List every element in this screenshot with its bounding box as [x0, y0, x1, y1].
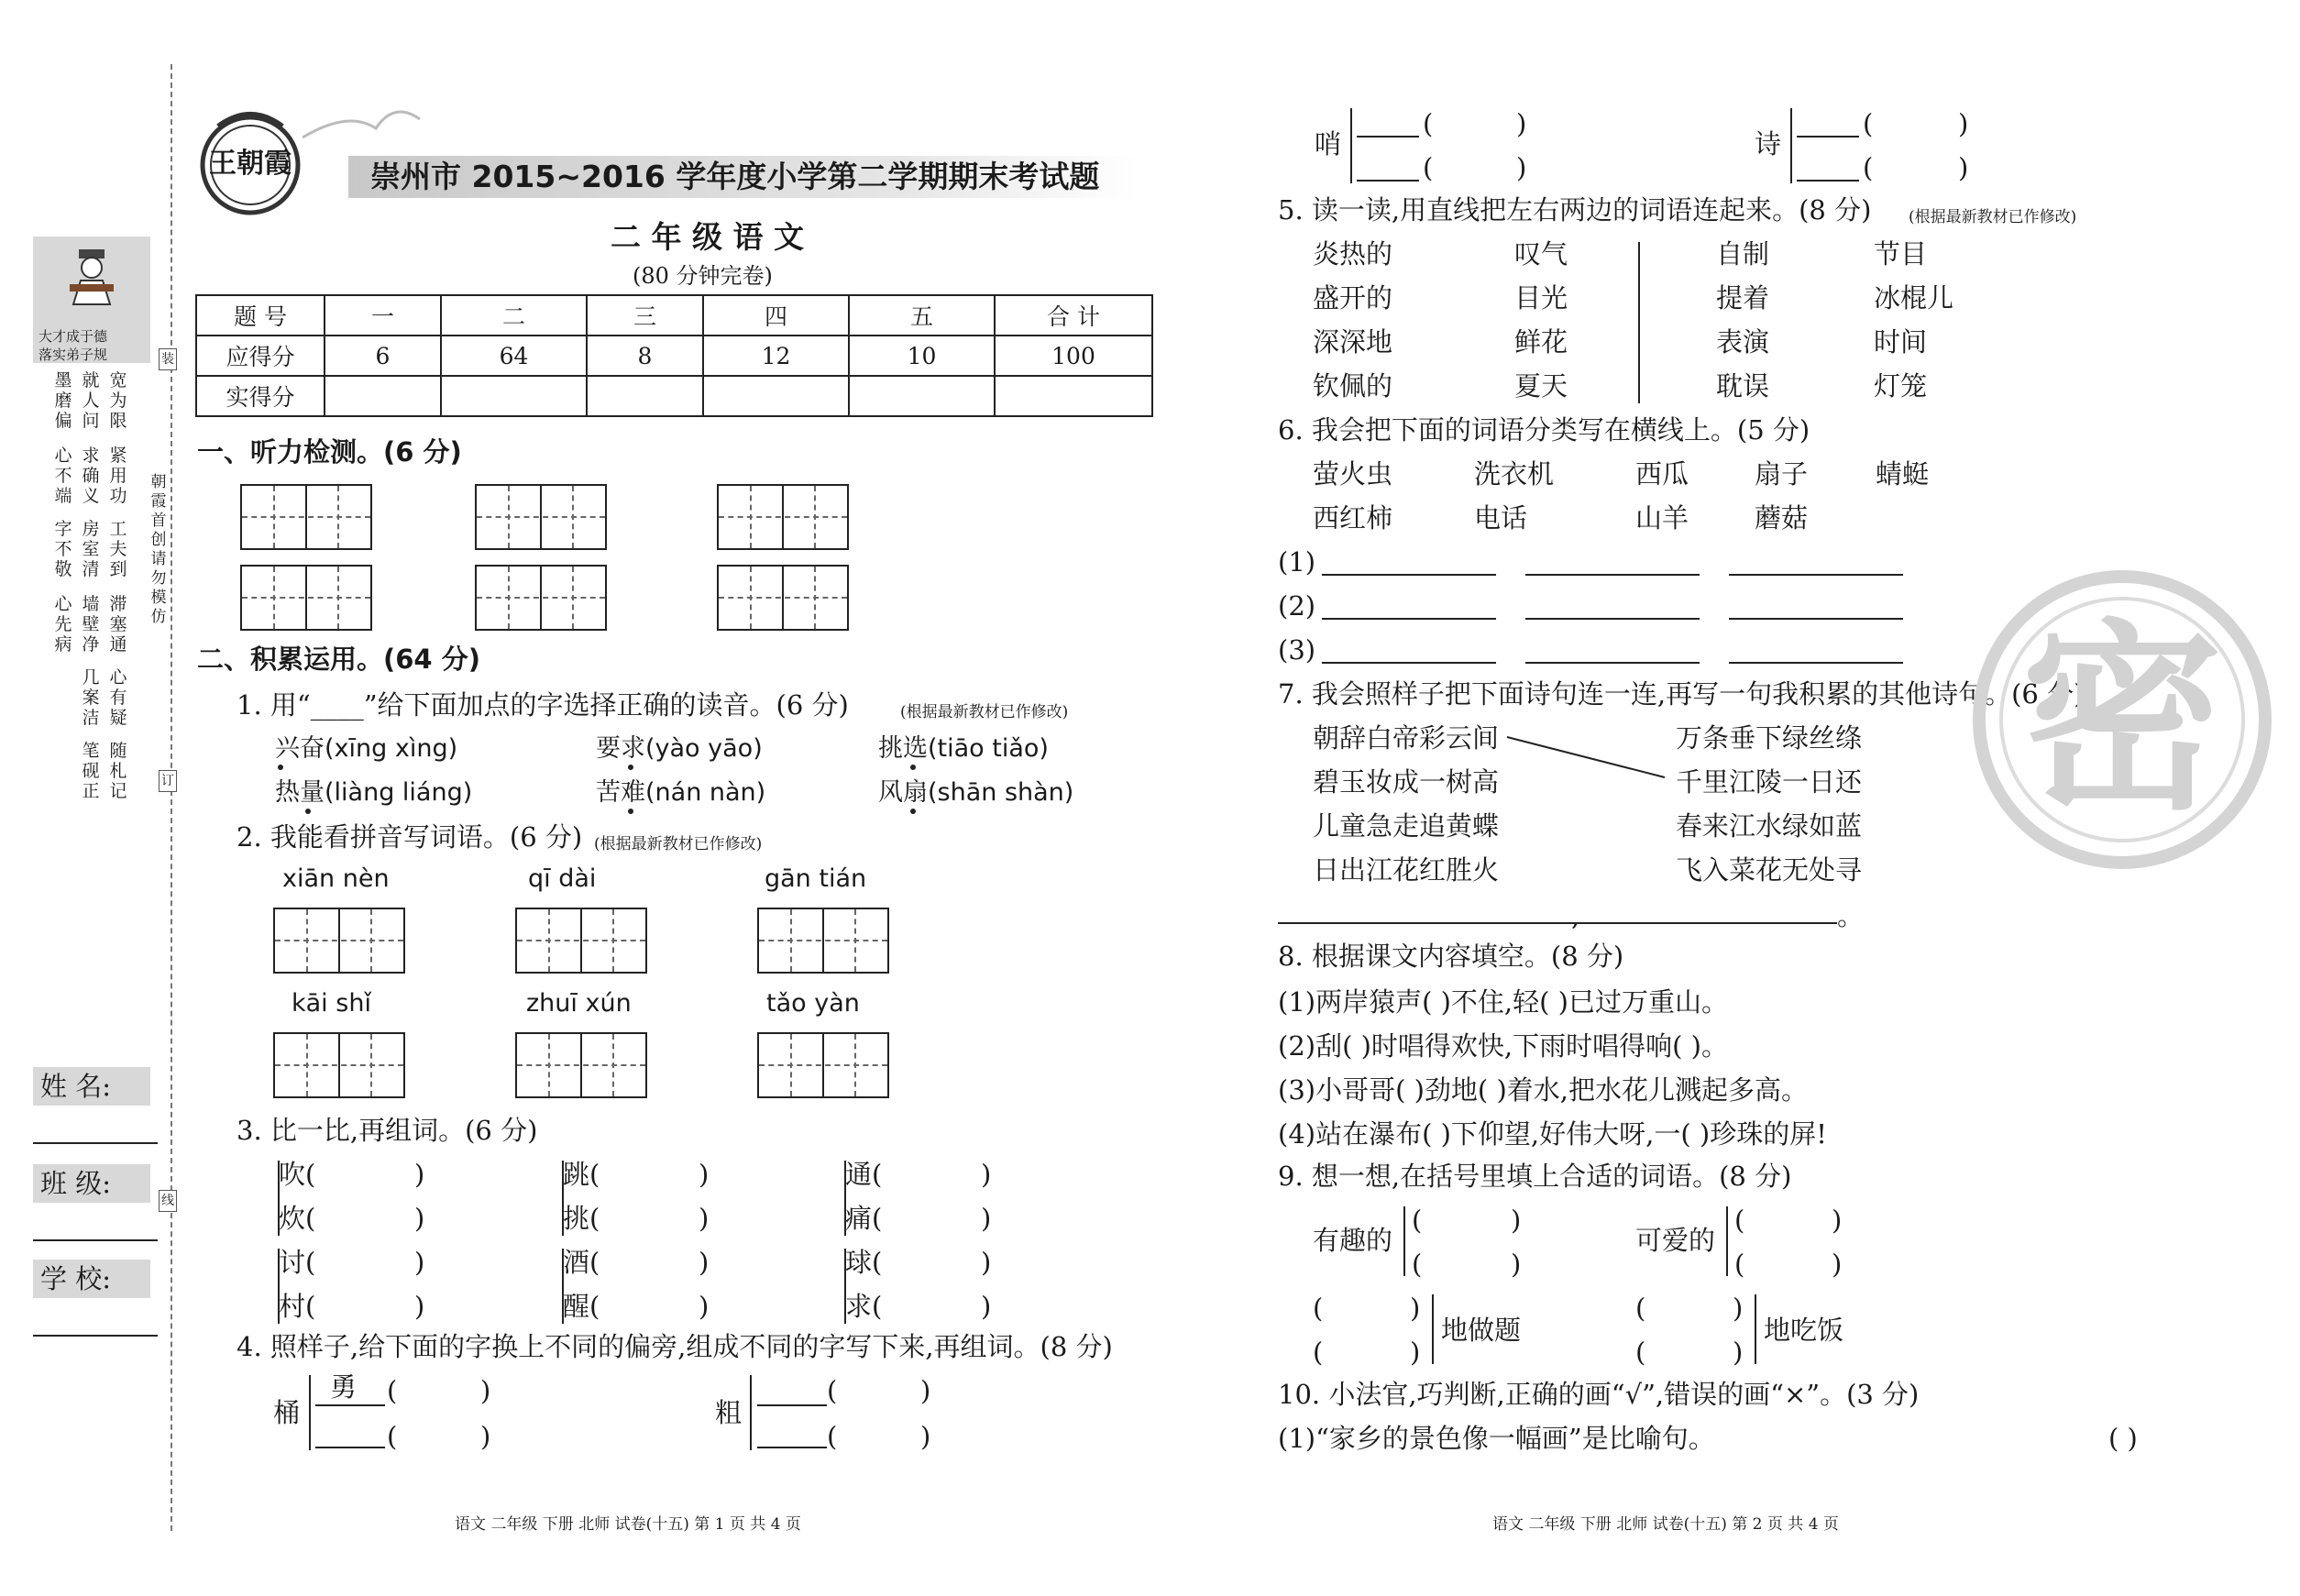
q7-answer-blank[interactable] [1571, 922, 1837, 924]
motto-col2-a: 就人问 [82, 370, 100, 431]
paren-close: ) [981, 1291, 992, 1322]
paren-close: ) [480, 1375, 491, 1406]
emphasis-dot [305, 809, 311, 814]
q4-blank[interactable] [1797, 136, 1859, 138]
exam-duration: (80 分钟完卷) [633, 263, 773, 289]
paren-open: ( [1635, 1293, 1646, 1324]
q6-title: 6. 我会把下面的词语分类写在横线上。(5 分) [1278, 414, 1810, 446]
pinyin-writing-box[interactable] [757, 1032, 889, 1098]
q7-comma: , [1571, 900, 1580, 931]
q1-title: 1. 用“____”给下面加点的字选择正确的读音。(6 分) [237, 689, 849, 721]
q5-word[interactable]: 表演 [1716, 326, 1770, 358]
emphasis-dot [910, 765, 916, 770]
q4-blank[interactable] [1797, 180, 1859, 182]
paren-close: ) [1832, 1249, 1843, 1280]
paren-open: ( [1412, 1249, 1423, 1280]
q9-item-lovely: 可爱的 [1635, 1225, 1716, 1256]
table-row [196, 336, 1152, 376]
q2-pinyin: gān tián [765, 864, 867, 893]
paren-close: ) [1958, 152, 1969, 183]
paren-close: ) [1958, 108, 1969, 139]
q4-char-bucket: 桶 [273, 1397, 301, 1428]
paren-open: ( [1863, 152, 1874, 183]
q3-char[interactable]: 讨( [279, 1247, 316, 1278]
table-cell: 三 [587, 295, 703, 336]
grid-guide [242, 597, 370, 599]
q6-answer-blank[interactable] [1729, 662, 1903, 664]
table-cell: 二 [441, 295, 587, 336]
bracket [278, 1161, 280, 1236]
paren-open: ( [827, 1375, 838, 1406]
q5-word[interactable]: 冰棍儿 [1874, 282, 1954, 314]
q1-item[interactable]: 要求(yào yāo) [596, 734, 763, 763]
score-input-cell[interactable] [587, 376, 703, 416]
table-cell: 100 [995, 336, 1152, 376]
q1-item[interactable]: 兴奋(xīng xìng) [275, 734, 458, 763]
q6-answer-blank[interactable] [1729, 618, 1903, 620]
q7-poem-right[interactable]: 万条垂下绿丝绦 [1676, 722, 1863, 754]
paren-open: ( [827, 1421, 838, 1452]
score-table [195, 294, 1153, 417]
paren-close: ) [1511, 1205, 1522, 1236]
q6-label: (3) [1278, 634, 1316, 666]
emphasis-dot [910, 809, 916, 814]
q6-word: 蜻蜓 [1876, 458, 1930, 490]
q3-char[interactable]: 醒( [563, 1291, 600, 1322]
binding-line [171, 64, 172, 1531]
q5-word[interactable]: 时间 [1874, 326, 1928, 358]
q7-poem-left[interactable]: 碧玉妆成一树高 [1313, 766, 1500, 798]
motto-col3-c: 工夫到 [109, 519, 127, 579]
motto-col3-e: 心有疑 [109, 667, 127, 728]
table-row [196, 295, 1152, 336]
q6-word: 扇子 [1755, 458, 1809, 490]
q6-word: 西瓜 [1635, 458, 1689, 490]
q5-note: (根据最新教材已作修改) [1909, 208, 2077, 226]
table-row [196, 376, 1152, 416]
bracket [1726, 1206, 1728, 1276]
q3-char[interactable]: 炊( [279, 1203, 316, 1234]
q5-word[interactable]: 叹气 [1514, 238, 1568, 270]
q6-answer-blank[interactable] [1322, 618, 1496, 620]
q8-line[interactable]: (4)站在瀑布( )下仰望,好伟大呀,一( )珍珠的屏! [1278, 1118, 1827, 1150]
q5-word[interactable]: 鲜花 [1514, 326, 1568, 358]
q3-char[interactable]: 通( [845, 1159, 883, 1190]
motto-col1-a: 墨磨偏 [54, 370, 72, 431]
grid-guide [719, 597, 847, 599]
logo-text: 王朝霞 [209, 148, 292, 180]
subject-title: 二 年 级 语 文 [611, 219, 804, 255]
motto-col1-b: 心不端 [54, 446, 72, 506]
q7-poem-left[interactable]: 儿童急走追黄蝶 [1313, 810, 1500, 842]
name-label: 姓 名: [40, 1071, 111, 1102]
paren-close: ) [1733, 1293, 1744, 1324]
q6-label: (1) [1278, 546, 1316, 578]
bracket [844, 1161, 846, 1236]
q3-char[interactable]: 挑( [563, 1203, 600, 1234]
paren-close: ) [414, 1247, 425, 1278]
bracket [1790, 108, 1792, 183]
grid-guide [275, 1064, 403, 1066]
q5-word[interactable]: 灯笼 [1874, 370, 1928, 402]
q6-answer-blank[interactable] [1525, 662, 1700, 664]
listening-writing-box[interactable] [717, 565, 849, 631]
paren-close: ) [414, 1291, 425, 1322]
q4-char-coarse: 粗 [715, 1397, 743, 1428]
q3-char[interactable]: 球( [845, 1247, 883, 1278]
grid-guide [517, 940, 645, 941]
paren-close: ) [1832, 1205, 1843, 1236]
grid-guide [477, 597, 605, 599]
q2-title: 2. 我能看拼音写词语。(6 分) [237, 821, 583, 853]
bracket [278, 1249, 280, 1324]
listening-writing-box[interactable] [475, 484, 607, 550]
motto-col2-b: 求确义 [82, 446, 100, 506]
score-input-cell[interactable] [325, 376, 441, 416]
paren-close: ) [480, 1421, 491, 1452]
q2-pinyin: zhuī xún [526, 989, 632, 1018]
q3-char[interactable]: 跳( [563, 1159, 600, 1190]
paren-close: ) [414, 1159, 425, 1190]
paren-close: ) [699, 1247, 710, 1278]
pinyin-writing-box[interactable] [273, 908, 405, 974]
table-cell: 实得分 [196, 376, 325, 416]
bracket [309, 1375, 311, 1450]
school-label: 学 校: [40, 1263, 111, 1294]
bracket [1403, 1206, 1405, 1276]
motto-col3-f: 随札记 [109, 741, 127, 801]
q4-blank[interactable] [1357, 136, 1419, 138]
q5-word[interactable]: 耽误 [1716, 370, 1770, 402]
table-cell: 题 号 [196, 295, 325, 336]
q1-item[interactable]: 风扇(shān shàn) [878, 778, 1074, 807]
q4-char-whistle: 哨 [1315, 128, 1342, 160]
grid-guide [759, 1064, 887, 1066]
exam-title: 崇州市 2015~2016 学年度小学第二学期期末考试题 [370, 159, 1100, 194]
emphasis-dot [278, 765, 283, 770]
paren-close: ) [920, 1421, 931, 1452]
q4-char-poem: 诗 [1755, 128, 1782, 160]
paren-close: ) [1410, 1337, 1421, 1368]
margin-note: 朝霞首创 请勿模仿 [150, 473, 167, 626]
table-cell: 8 [587, 336, 703, 376]
listening-writing-box[interactable] [475, 565, 607, 631]
motto-line-2: 落实弟子规 [39, 347, 108, 363]
grid-guide [517, 1064, 645, 1066]
bracket [562, 1161, 564, 1236]
q3-char[interactable]: 村( [279, 1291, 316, 1322]
section2-title: 二、积累运用。(64 分) [197, 644, 480, 675]
class-label: 班 级: [40, 1168, 111, 1199]
q6-label: (2) [1278, 590, 1316, 622]
table-cell: 10 [849, 336, 995, 376]
motto-col2-f: 笔砚正 [82, 741, 100, 801]
q7-title: 7. 我会照样子把下面诗句连一连,再写一句我积累的其他诗句。(6 分) [1278, 678, 2085, 710]
paren-close: ) [1511, 1249, 1522, 1280]
paren-open: ( [387, 1375, 398, 1406]
q7-poem-right[interactable]: 春来江水绿如蓝 [1676, 810, 1863, 842]
q9-title: 9. 想一想,在括号里填上合适的词语。(8 分) [1278, 1161, 1792, 1192]
motto-col3-a: 宽为限 [109, 370, 127, 431]
q5-word[interactable]: 深深地 [1313, 326, 1393, 358]
seal-mark-1: 装 [159, 348, 177, 370]
q6-answer-blank[interactable] [1322, 662, 1496, 664]
q7-period: 。 [1837, 900, 1865, 931]
q4-title: 4. 照样子,给下面的字换上不同的偏旁,组成不同的字写下来,再组词。(8 分) [237, 1331, 1113, 1362]
q6-word: 电话 [1474, 502, 1528, 534]
pinyin-writing-box[interactable] [757, 908, 889, 974]
table-cell: 合 计 [995, 295, 1152, 336]
q4-blank[interactable] [757, 1404, 827, 1406]
q1-item[interactable]: 热量(liàng liáng) [275, 778, 473, 807]
q4-blank[interactable] [757, 1447, 827, 1448]
q10-answer-box[interactable]: ( ) [2108, 1423, 2138, 1454]
paren-close: ) [1733, 1337, 1744, 1368]
q7-answer-blank[interactable] [1278, 922, 1571, 924]
table-cell: 6 [325, 336, 441, 376]
emphasis-dot [628, 765, 633, 770]
name-field[interactable] [33, 1142, 158, 1144]
table-cell: 四 [703, 295, 849, 336]
q2-note: (根据最新教材已作修改) [594, 835, 763, 853]
q3-title: 3. 比一比,再组词。(6 分) [237, 1115, 538, 1146]
q5-word[interactable]: 提着 [1716, 282, 1770, 314]
paren-open: ( [1423, 108, 1434, 139]
seal-mark-2: 订 [159, 770, 177, 792]
motto-col1-c: 字不敬 [54, 519, 72, 579]
q9-item-homework: 地做题 [1441, 1315, 1522, 1346]
pinyin-writing-box[interactable] [273, 1032, 405, 1098]
listening-writing-box[interactable] [240, 565, 372, 631]
q1-item[interactable]: 挑选(tiāo tiǎo) [878, 734, 1049, 763]
paren-open: ( [1863, 108, 1874, 139]
school-field[interactable] [33, 1335, 158, 1337]
paren-open: ( [387, 1421, 398, 1452]
grid-guide [719, 516, 847, 518]
pinyin-writing-box[interactable] [515, 1032, 647, 1098]
grid-guide [275, 940, 403, 941]
q6-answer-blank[interactable] [1729, 574, 1903, 576]
grid-guide [242, 516, 370, 518]
paren-close: ) [699, 1291, 710, 1322]
q6-word: 蘑菇 [1755, 502, 1809, 534]
q3-char[interactable]: 吹( [279, 1159, 316, 1190]
paren-open: ( [1734, 1249, 1745, 1280]
motto-col3-b: 紧用功 [109, 446, 127, 506]
q2-pinyin: qī dài [528, 864, 597, 893]
q3-char[interactable]: 求( [845, 1291, 883, 1322]
footer-left: 语文 二年级 下册 北师 试卷(十五) 第 1 页 共 4 页 [455, 1515, 801, 1534]
q6-word: 山羊 [1635, 502, 1689, 534]
table-cell: 五 [849, 295, 995, 336]
q2-pinyin: xiān nèn [282, 864, 390, 893]
bracket [1755, 1294, 1756, 1364]
paren-close: ) [414, 1203, 425, 1234]
q4-blank[interactable] [1357, 180, 1419, 182]
bracket [750, 1375, 752, 1450]
table-cell: 64 [441, 336, 587, 376]
listening-writing-box[interactable] [717, 484, 849, 550]
motto-col3-d: 滞塞通 [109, 594, 127, 655]
table-cell: 应得分 [196, 336, 325, 376]
q2-pinyin: tǎo yàn [766, 989, 860, 1018]
seal-mark-3: 线 [159, 1190, 177, 1212]
q1-item[interactable]: 苦难(nán nàn) [596, 778, 766, 807]
motto-col1-d: 心先病 [54, 594, 72, 655]
q6-word: 萤火虫 [1313, 458, 1393, 490]
emphasis-dot [628, 809, 633, 814]
bracket [844, 1249, 846, 1324]
q7-example-connector [1503, 730, 1668, 785]
q6-word: 西红柿 [1313, 502, 1393, 534]
paren-close: ) [981, 1203, 992, 1234]
bracket [562, 1249, 564, 1324]
paren-close: ) [699, 1203, 710, 1234]
q6-answer-blank[interactable] [1525, 574, 1700, 576]
motto-col2-c: 房室清 [82, 519, 100, 579]
q4-example-char: 勇 [330, 1371, 358, 1403]
paren-close: ) [981, 1159, 992, 1190]
q10-title: 10. 小法官,巧判断,正确的画“√”,错误的画“×”。(3 分) [1278, 1379, 1920, 1410]
q5-word[interactable]: 夏天 [1514, 370, 1568, 402]
q8-line[interactable]: (2)刮( )时唱得欢快,下雨时唱得响( )。 [1278, 1030, 1728, 1062]
motto-col2-e: 几案洁 [82, 667, 100, 728]
q8-line[interactable]: (3)小哥哥( )劲地( )着水,把水花儿溅起多高。 [1278, 1074, 1808, 1106]
footer-right: 语文 二年级 下册 北师 试卷(十五) 第 2 页 共 4 页 [1492, 1515, 1839, 1534]
scholar-icon [64, 248, 119, 308]
q5-word[interactable]: 节目 [1874, 238, 1928, 270]
ribbon-decoration [303, 101, 422, 156]
grid-guide [759, 940, 887, 941]
paren-open: ( [1412, 1205, 1423, 1236]
paren-open: ( [1635, 1337, 1646, 1368]
table-cell: 一 [325, 295, 441, 336]
paren-close: ) [1516, 152, 1527, 183]
paren-close: ) [699, 1159, 710, 1190]
bracket [1350, 108, 1352, 183]
paren-open: ( [1423, 152, 1434, 183]
q5-word[interactable]: 炎热的 [1313, 238, 1393, 270]
q4-blank[interactable] [315, 1447, 385, 1448]
section1-title: 一、听力检测。(6 分) [197, 436, 462, 468]
q2-pinyin: kāi shǐ [292, 989, 371, 1018]
score-input-cell[interactable] [441, 376, 587, 416]
paren-close: ) [920, 1375, 931, 1406]
q8-line[interactable]: (1)两岸猿声( )不住,轻( )已过万重山。 [1278, 986, 1728, 1018]
q6-word: 洗衣机 [1474, 458, 1555, 490]
paren-open: ( [1313, 1293, 1324, 1324]
score-input-cell[interactable] [995, 376, 1152, 416]
q9-item-eating: 地吃饭 [1764, 1315, 1844, 1346]
q8-title: 8. 根据课文内容填空。(8 分) [1278, 941, 1624, 972]
class-field[interactable] [33, 1239, 158, 1241]
q7-poem-right[interactable]: 飞入菜花无处寻 [1676, 854, 1863, 886]
q7-poem-left[interactable]: 朝辞白帝彩云间 [1313, 722, 1500, 754]
q5-word[interactable]: 目光 [1514, 282, 1568, 314]
q6-answer-blank[interactable] [1525, 618, 1700, 620]
q1-note: (根据最新教材已作修改) [900, 703, 1069, 721]
score-input-cell[interactable] [849, 376, 995, 416]
q5-divider [1638, 242, 1640, 403]
paren-open: ( [1734, 1205, 1745, 1236]
q5-word[interactable]: 盛开的 [1313, 282, 1393, 314]
q5-title: 5. 读一读,用直线把左右两边的词语连起来。(8 分) [1278, 194, 1872, 226]
q4-blank[interactable] [315, 1404, 385, 1406]
q3-char[interactable]: 痛( [845, 1203, 883, 1234]
sidebar-motto-panel [33, 237, 150, 821]
listening-writing-box[interactable] [240, 484, 372, 550]
pinyin-writing-box[interactable] [515, 908, 647, 974]
grid-guide [477, 516, 605, 518]
q7-poem-left[interactable]: 日出江花红胜火 [1313, 854, 1500, 886]
q10-item: (1)“家乡的景色像一幅画”是比喻句。 [1278, 1423, 1715, 1454]
paren-close: ) [1410, 1293, 1421, 1324]
q5-word[interactable]: 自制 [1716, 238, 1770, 270]
paren-close: ) [1516, 108, 1527, 139]
q3-char[interactable]: 酒( [563, 1247, 600, 1278]
motto-col2-d: 墙壁净 [82, 594, 100, 655]
q7-poem-right[interactable]: 千里江陵一日还 [1676, 766, 1863, 798]
q9-item-interesting: 有趣的 [1313, 1225, 1393, 1256]
q6-answer-blank[interactable] [1322, 574, 1496, 576]
paren-close: ) [981, 1247, 992, 1278]
motto-line-1: 大才成于德 [39, 328, 108, 345]
bracket [1432, 1294, 1434, 1364]
paren-open: ( [1313, 1337, 1324, 1368]
q5-word[interactable]: 钦佩的 [1313, 370, 1393, 402]
score-input-cell[interactable] [703, 376, 849, 416]
table-cell: 12 [703, 336, 849, 376]
watermark-char: 密 [2021, 602, 2224, 837]
